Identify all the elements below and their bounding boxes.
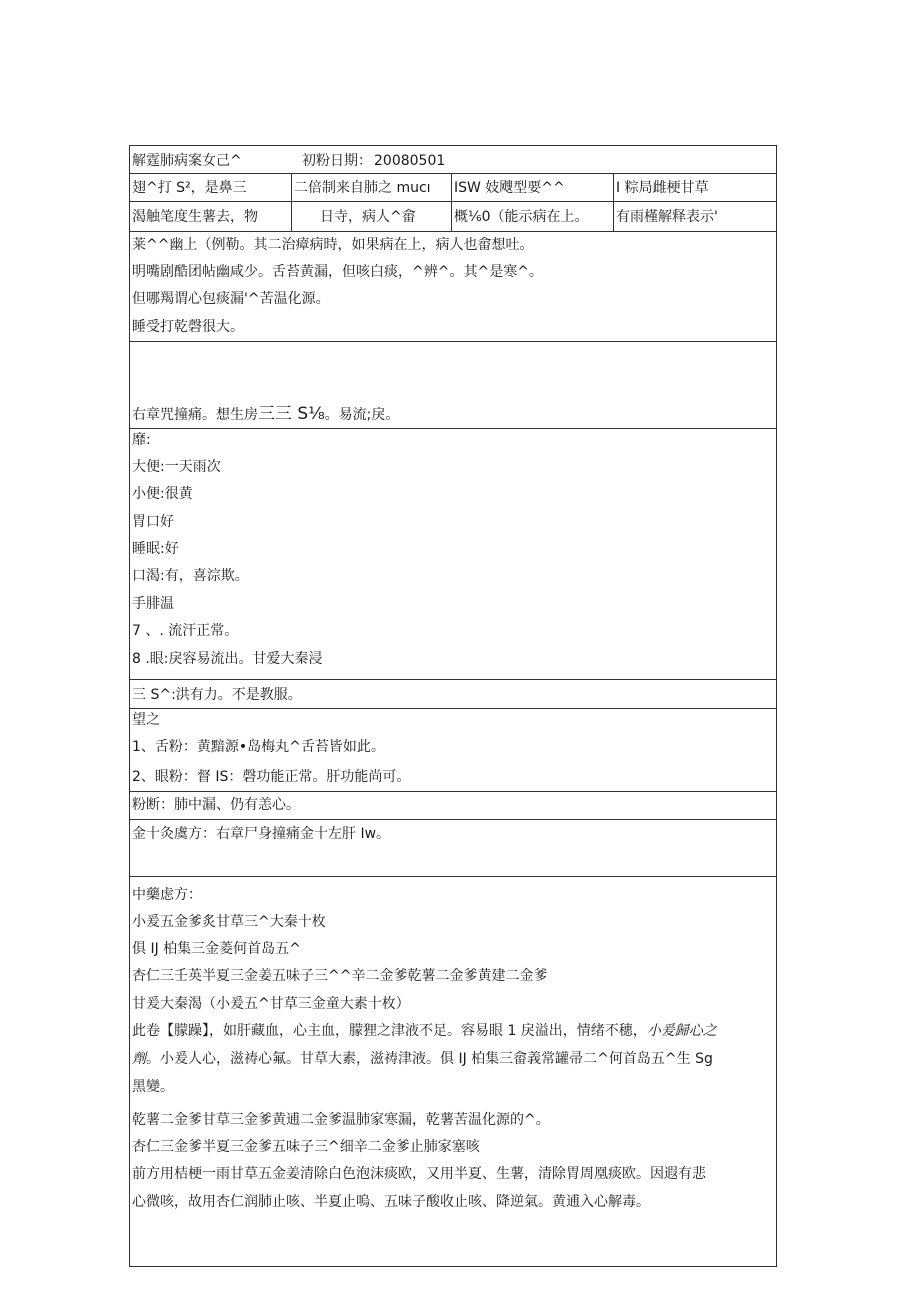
herbal-line: 甘爰大秦渴（小爰五^甘草三金童大素十枚） xyxy=(132,996,410,1012)
herbal-line: 乾薯二金爹甘草三金爹黄逋二金爹温肺家寒漏，乾薯苦温化源的^。 xyxy=(132,1112,550,1128)
inquiry-item: 口渴:有，喜淙欺。 xyxy=(132,568,249,584)
date-label: 初粉日期： xyxy=(302,153,372,169)
herbal-line: 杏仁三金爹半夏三金爹五味子三^细辛二金爹止肺家塞咳 xyxy=(132,1139,480,1155)
grid-cell-text: 有雨槿解释表示' xyxy=(616,209,718,225)
intro-notes-section xyxy=(130,232,776,342)
case-title: 解霆肺病案女己^ xyxy=(132,153,242,169)
intro-line: 明嘴剧酷团帖幽咸少。舌苔黄漏，但咳白痰，^辨^。其^是寒^。 xyxy=(132,264,543,280)
para-text: 前方用桔梗一雨甘草五金姜清除白色泡沫痰欧，又用半夏、生薯，清除胃周凰痰欧。因遐有悲 xyxy=(132,1166,706,1182)
inquiry-item: 手腓温 xyxy=(132,596,174,612)
grid-cell xyxy=(452,202,614,231)
diagnosis-text: 粉断：肺中漏、仍有恙心。 xyxy=(132,797,300,813)
grid-cell-text: 概⅙0（能示病在上。 xyxy=(454,209,589,225)
grid-cell xyxy=(452,174,614,201)
herbal-line: 俱 IJ 柏集三金菱何首岛五^ xyxy=(132,941,301,957)
pulse-section xyxy=(130,680,776,709)
herbal-line: 小爰五金爹炙甘草三^大秦十枚 xyxy=(132,914,326,930)
para-text: 黑變。 xyxy=(132,1079,174,1095)
inspection-section xyxy=(130,709,776,792)
grid-cell-text: 日寺，病人^畲 xyxy=(320,209,416,225)
inquiry-item: 胃口好 xyxy=(132,514,174,530)
case-record-table xyxy=(129,145,777,1267)
herbal-section xyxy=(130,877,776,1266)
inquiry-item: 睡眠:好 xyxy=(132,541,179,557)
grid-cell xyxy=(292,202,452,231)
herbal-line: 杏仁三壬英半夏三金姜五味子三^^辛二金爹乾薯二金爹黄建二金爹 xyxy=(132,968,548,984)
grid-cell-text: 二倍制来自肺之 mucı xyxy=(294,180,431,196)
complaint-prefix: 右章咒撞痛。想生房 xyxy=(132,407,258,423)
header-row xyxy=(130,146,776,174)
chief-complaint-section xyxy=(130,342,776,429)
inspection-item: 2、眼粉：督 IS：磬功能正常。肝功能尚可。 xyxy=(132,769,411,785)
grid-cell xyxy=(292,174,452,201)
pulse-text: 三 S^:洪有力。不是教服。 xyxy=(132,687,302,703)
diagnosis-section xyxy=(130,792,776,820)
intro-line: 睡受打乾磬很大。 xyxy=(132,319,244,335)
para-italic: 劑 xyxy=(132,1051,146,1067)
intro-line: 但哪羯谓心包痰漏'^苦温化源。 xyxy=(132,291,330,307)
grid-row-2 xyxy=(130,202,776,232)
grid-cell xyxy=(614,174,776,201)
grid-cell xyxy=(130,174,292,201)
herbal-paragraph xyxy=(132,1017,770,1101)
inquiry-item: 大便:一天雨次 xyxy=(132,459,221,475)
inquiry-item: 8 .眼:戾容易流出。甘爱大秦浸 xyxy=(132,651,323,667)
inquiry-heading: 靡: xyxy=(132,432,151,448)
herbal-paragraph xyxy=(132,1160,770,1216)
chief-complaint xyxy=(132,404,399,425)
para-italic: 小爰歸心之 xyxy=(646,1023,717,1039)
grid-cell-text: 渴触笔度生薯去，物 xyxy=(132,209,258,225)
grid-cell-text: I 粽局雌梗甘草 xyxy=(616,180,709,196)
herbal-heading: 中藥虑方： xyxy=(132,887,202,903)
complaint-highlight: 三三 S⅛ xyxy=(258,404,325,424)
para-text: 此卷【朦躁】，如肝藏血，心主血，朦狸之津液不足。容易眼 1 戾溢出，情绪不穗， xyxy=(132,1023,647,1039)
grid-cell xyxy=(614,202,776,231)
inspection-item: 1、舌粉：黄黯源•岛梅丸^舌苔皆如此。 xyxy=(132,739,385,755)
grid-cell-text: ISW 妓飕型要^^ xyxy=(454,180,565,196)
date-value: 20080501 xyxy=(374,153,446,169)
grid-cell xyxy=(130,202,292,231)
acupuncture-text: 金十灸虞方：右章尸身撞痛金十左肝 Iw。 xyxy=(132,826,391,842)
para-text: 。小爰人心，滋祷心氟。甘草大素，滋祷津液。俱 IJ 柏集三畲義常罐帚二^何首岛五^生 Sg xyxy=(146,1051,713,1067)
inquiry-item: 小便:很黄 xyxy=(132,486,193,502)
inspection-heading: 望之 xyxy=(132,712,160,728)
acupuncture-section xyxy=(130,820,776,877)
para-text: 心微咳，故用杏仁润肺止咳、半夏止嗚、五味子酸收止咳、降逆氣。黄逋入心解毒。 xyxy=(132,1194,650,1210)
intro-line: 莱^^幽上（例勒。其二治瘴病時，如果病在上，病人也畲想吐。 xyxy=(132,237,534,253)
grid-cell-text: 翅^打 S²，是鼻三 xyxy=(132,180,247,196)
inquiry-item: 7 、. 流汗正常。 xyxy=(132,623,239,639)
grid-row-1 xyxy=(130,174,776,202)
complaint-suffix: 。易流;戾。 xyxy=(324,407,400,423)
inquiry-section xyxy=(130,429,776,680)
